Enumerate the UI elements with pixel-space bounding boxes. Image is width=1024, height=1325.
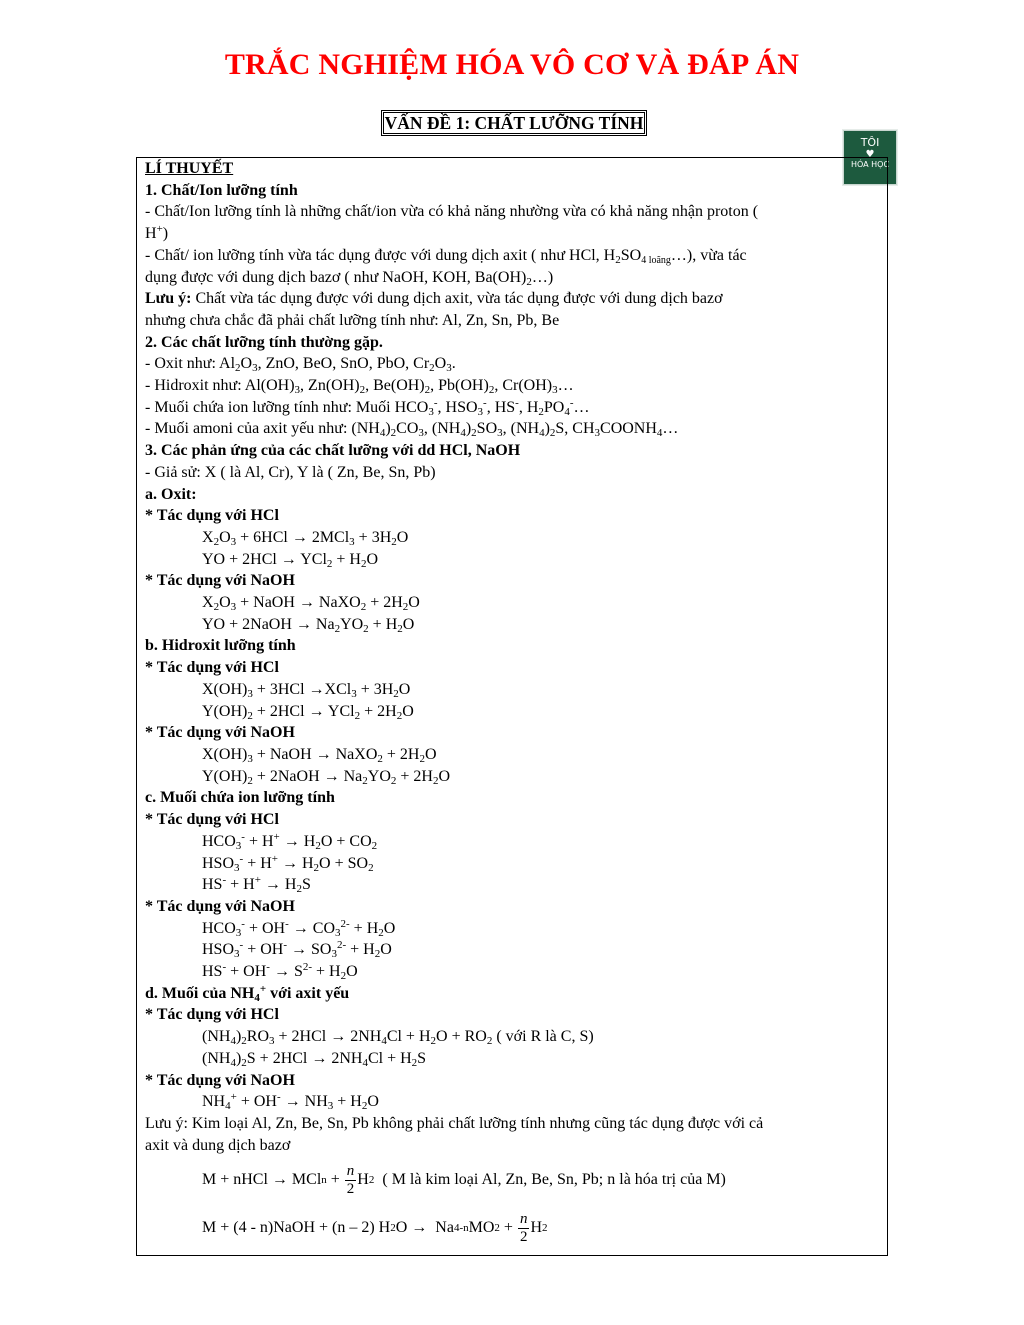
list-item-amoni: - Muối amoni của axit yếu như: $(NH_4)_2CO_3$, $(NH_4)_2SO_3$, $(NH_4)_2S$, $CH_3COONH_4\dots$ (145, 420, 679, 440)
equation: $Y(OH)_2$ + 2NaOH → $Na_2YO_2 + 2H_2O$ (202, 767, 451, 787)
with-naoh-label: * Tác dụng với NaOH (145, 1071, 295, 1089)
equation: $HS^- + OH^- \to S^{2-} + H_2O$ (202, 961, 358, 983)
subsection-a: a. Oxit: (145, 485, 197, 503)
subsection-c: c. Muối chứa ion lưỡng tính (145, 789, 335, 807)
equation: $(NH_4)_2S + 2HCl \to 2NH_4Cl + H_2S$ (202, 1049, 427, 1069)
equation: $X_2O_3$ + NaOH → NaXO$_2$ + $2H_2O$ (202, 594, 420, 614)
paragraph: - Chất/ ion lưỡng tính vừa tác dụng được với dung dịch axit ( như HCl, $H_2SO_{4 loãng}\dots$), vừa tác (145, 246, 747, 266)
with-hcl-label: * Tác dụng với HCl (145, 659, 279, 677)
subsection-d: d. Muối của $NH_4^+$ với axit yếu (145, 982, 350, 1004)
metal-note-cont: axit và dung dịch bazơ (145, 1136, 291, 1154)
equation: $Y(OH)_2 + 2HCl \to YCl_2 + 2H_2O$ (202, 702, 414, 722)
list-item-oxit: - Oxit như: $Al_2O_3$, ZnO, BeO, SnO, PbO, $Cr_2O_3$. (145, 355, 456, 375)
equation: $X_2O_3 + 6HCl \to 2MCl_3 + 3H_2O$ (202, 528, 409, 548)
section-title: VẤN ĐỀ 1: CHẤT LƯỠNG TÍNH (384, 113, 644, 133)
metal-note: Lưu ý: Kim loại Al, Zn, Be, Sn, Pb không phải chất lưỡng tính nhưng cũng tác dụng được với cả (145, 1114, 764, 1132)
equation: $HSO_3^- + OH^- \to SO_3^{2-} + H_2O$ (202, 939, 392, 961)
list-item-muoi: - Muối chứa ion lưỡng tính như: Muối $HCO_3^-$, $HSO_3^-$, HS-, $H_2PO_4^-\dots$ (145, 396, 590, 418)
section-3-heading: 3. Các phản ứng của các chất lưỡng với dd HCl, NaOH (145, 442, 521, 460)
equation: $(NH_4)_2RO_3 + 2HCl \to 2NH_4Cl + H_2O + RO_2$ ( với R là C, S) (202, 1028, 594, 1048)
list-item-hidroxit: - Hidroxit như: $Al(OH)_3$, $Zn(OH)_2$, $Be(OH)_2$, $Pb(OH)_2$, $Cr(OH)_3\dots$ (145, 377, 574, 397)
theory-heading: LÍ THUYẾT (145, 160, 234, 177)
fraction-n-over-2: $\frac{n}{2}$ (519, 1210, 528, 1245)
equation: $HS^- + H^+ \to H_2S$ (202, 874, 311, 896)
paragraph: - Chất/Ion lưỡng tính là những chất/ion vừa có khả năng nhường vừa có khả năng nhận proton ( (145, 203, 759, 221)
equation: $HSO_3^- + H^+ \to H_2O + SO_2$ (202, 852, 374, 874)
equation: $NH_4^+ + OH^- \to NH_3 + H_2O$ (202, 1091, 379, 1113)
paragraph-cont: H+) (145, 223, 169, 243)
with-hcl-label: * Tác dụng với HCl (145, 1006, 279, 1024)
with-hcl-label: * Tác dụng với HCl (145, 811, 279, 829)
subsection-b: b. Hidroxit lưỡng tính (145, 637, 296, 655)
equation: $HCO_3^- + OH^- \to CO_3^{2-} + H_2O$ (202, 917, 396, 939)
assumption: - Giả sử: X ( là Al, Cr), Y là ( Zn, Be, Sn, Pb) (145, 463, 436, 481)
equation: YO + 2NaOH → $Na_2YO_2 + H_2O$ (202, 615, 415, 635)
note-cont: nhưng chưa chắc đã phải chất lưỡng tính như: Al, Zn, Sn, Pb, Be (145, 311, 560, 329)
logo-line-1: TÔI (860, 136, 880, 149)
logo-line-2: HÓA HỌC (850, 160, 890, 169)
theory-content (145, 158, 885, 1252)
equation: YO + $2HCl \to YCl_2 + H_2O$ (202, 550, 379, 570)
equation: $X(OH)_3$ + NaOH → NaXO$_2$ + $2H_2O$ (202, 745, 437, 765)
section-2-heading: 2. Các chất lưỡng tính thường gặp. (145, 333, 383, 351)
document-title: TRẮC NGHIỆM HÓA VÔ CƠ VÀ ĐÁP ÁN (224, 48, 800, 81)
with-naoh-label: * Tác dụng với NaOH (145, 724, 295, 742)
heart-icon: ♥ (865, 149, 875, 160)
note: Lưu ý: Chất vừa tác dụng được với dung dịch axit, vừa tác dụng được với dung dịch bazơ (145, 290, 723, 308)
equation: $HCO_3^- + H^+ \to H_2O + CO_2$ (202, 830, 378, 852)
section-1-heading: 1. Chất/Ion lưỡng tính (145, 181, 298, 199)
fraction-n-over-2: $\frac{n}{2}$ (346, 1162, 355, 1197)
equation: $X(OH)_3 + 3HCl \to XCl_3 + 3H_2O$ (202, 680, 411, 700)
with-naoh-label: * Tác dụng với NaOH (145, 897, 295, 915)
with-hcl-label: * Tác dụng với HCl (145, 507, 279, 525)
paragraph-cont: dụng được với dung dịch bazơ ( như NaOH, KOH, $Ba(OH)_2\dots$) (145, 268, 554, 288)
equation-metal-hcl: M + nHCl → MCl n + $\frac{n}{2}$ H 2 ( M là kim loại Al, Zn, Be, Sn, Pb; n là hóa trị của M) (202, 1162, 726, 1197)
with-naoh-label: * Tác dụng với NaOH (145, 572, 295, 590)
equation-metal-naoh: M + (4 - n)NaOH + (n – 2) H 2 O → Na 4-n MO 2 + $\frac{n}{2}$ H 2 (202, 1210, 548, 1245)
